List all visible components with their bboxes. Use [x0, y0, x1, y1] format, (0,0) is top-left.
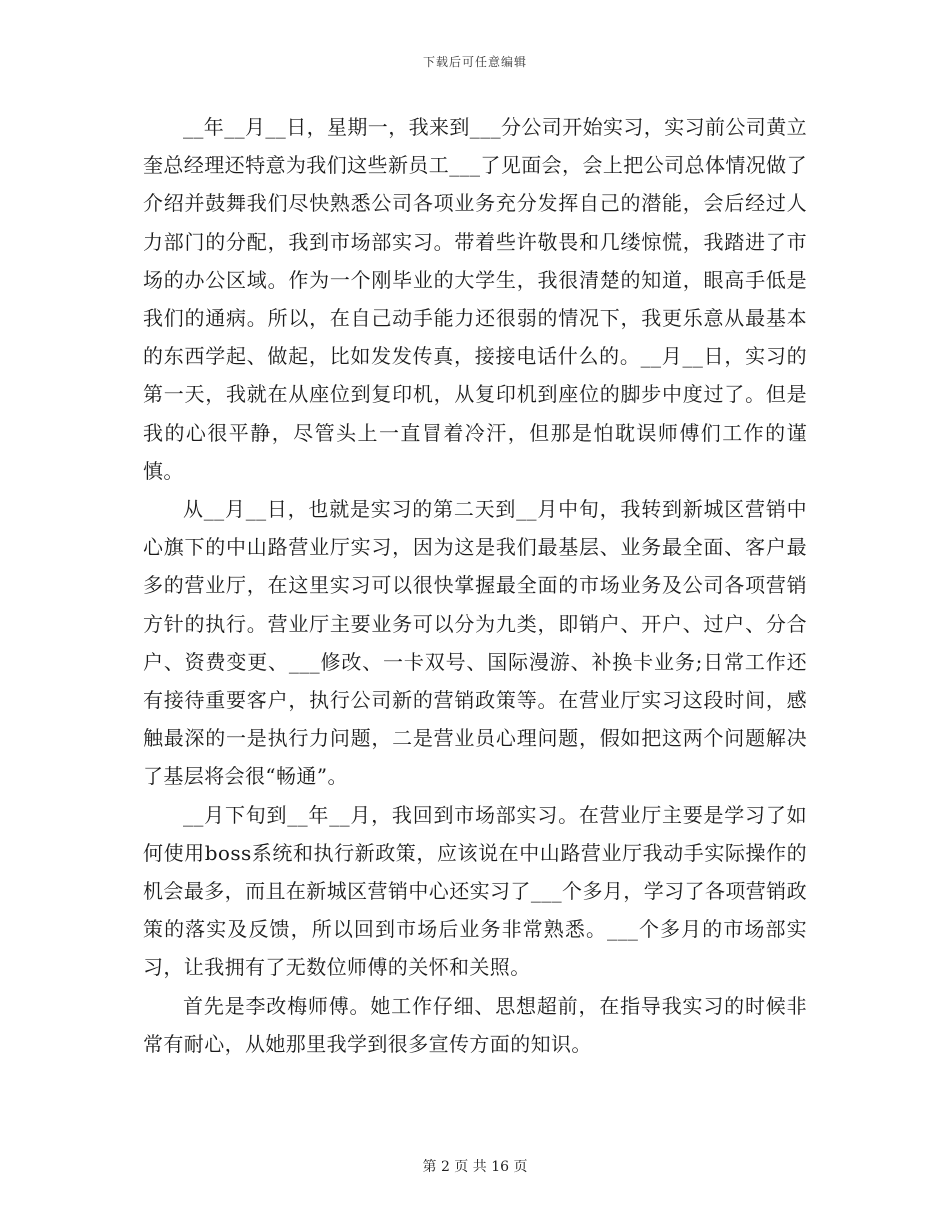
paragraph-2: 从__月__日，也就是实习的第二天到__月中旬，我转到新城区营销中心旗下的中山路营业厅实习，因为这是我们最基层、业务最全面、客户最多的营业厅，在这里实习可以很快掌握最全面的市场业务及公司各项营销方针的执行。营业厅主要业务可以分为九类，即销户、开户、过户、分合户、资费变更、___修改、一卡双号、国际漫游、补换卡业务;日常工作还有接待重要客户，执行公司新的营销政策等。在营业厅实习这段时间，感触最深的一是执行力问题，二是营业员心理问题，假如把这两个问题解决了基层将会很“畅通”。 — [143, 497, 807, 789]
page-number-footer: 第 2 页 共 16 页 — [422, 1159, 528, 1175]
page-header: 下载后可任意编辑 — [422, 55, 527, 69]
paragraph-1: __年__月__日，星期一，我来到___分公司开始实习，实习前公司黄立奎总经理还特意为我们这些新员工___了见面会，会上把公司总体情况做了介绍并鼓舞我们尽快熟悉公司各项业务充分发挥自己的潜能，会后经过人力部门的分配，我到市场部实习。带着些许敬畏和几缕惊慌，我踏进了市场的办公区域。作为一个刚毕业的大学生，我很清楚的知道，眼高手低是我们的通病。所以，在自己动手能力还很弱的情况下，我更乐意从最基本的东西学起、做起，比如发发传真，接接电话什么的。__月__日，实习的第一天，我就在从座位到复印机，从复印机到座位的脚步中度过了。但是我的心很平静，尽管头上一直冒着冷汗，但那是怕耽误师傅们工作的谨慎。 — [143, 115, 807, 483]
paragraph-4: 首先是李改梅师傅。她工作仔细、思想超前，在指导我实习的时候非常有耐心，从她那里我学到很多宣传方面的知识。 — [143, 993, 807, 1056]
paragraph-3: __月下旬到__年__月，我回到市场部实习。在营业厅主要是学习了如何使用boss系统和执行新政策，应该说在中山路营业厅我动手实际操作的机会最多，而且在新城区营销中心还实习了___个多月，学习了各项营销政策的落实及反馈，所以回到市场后业务非常熟悉。___个多月的市场部实习，让我拥有了无数位师傅的关怀和关照。 — [143, 802, 807, 980]
document-body — [143, 108, 807, 1063]
